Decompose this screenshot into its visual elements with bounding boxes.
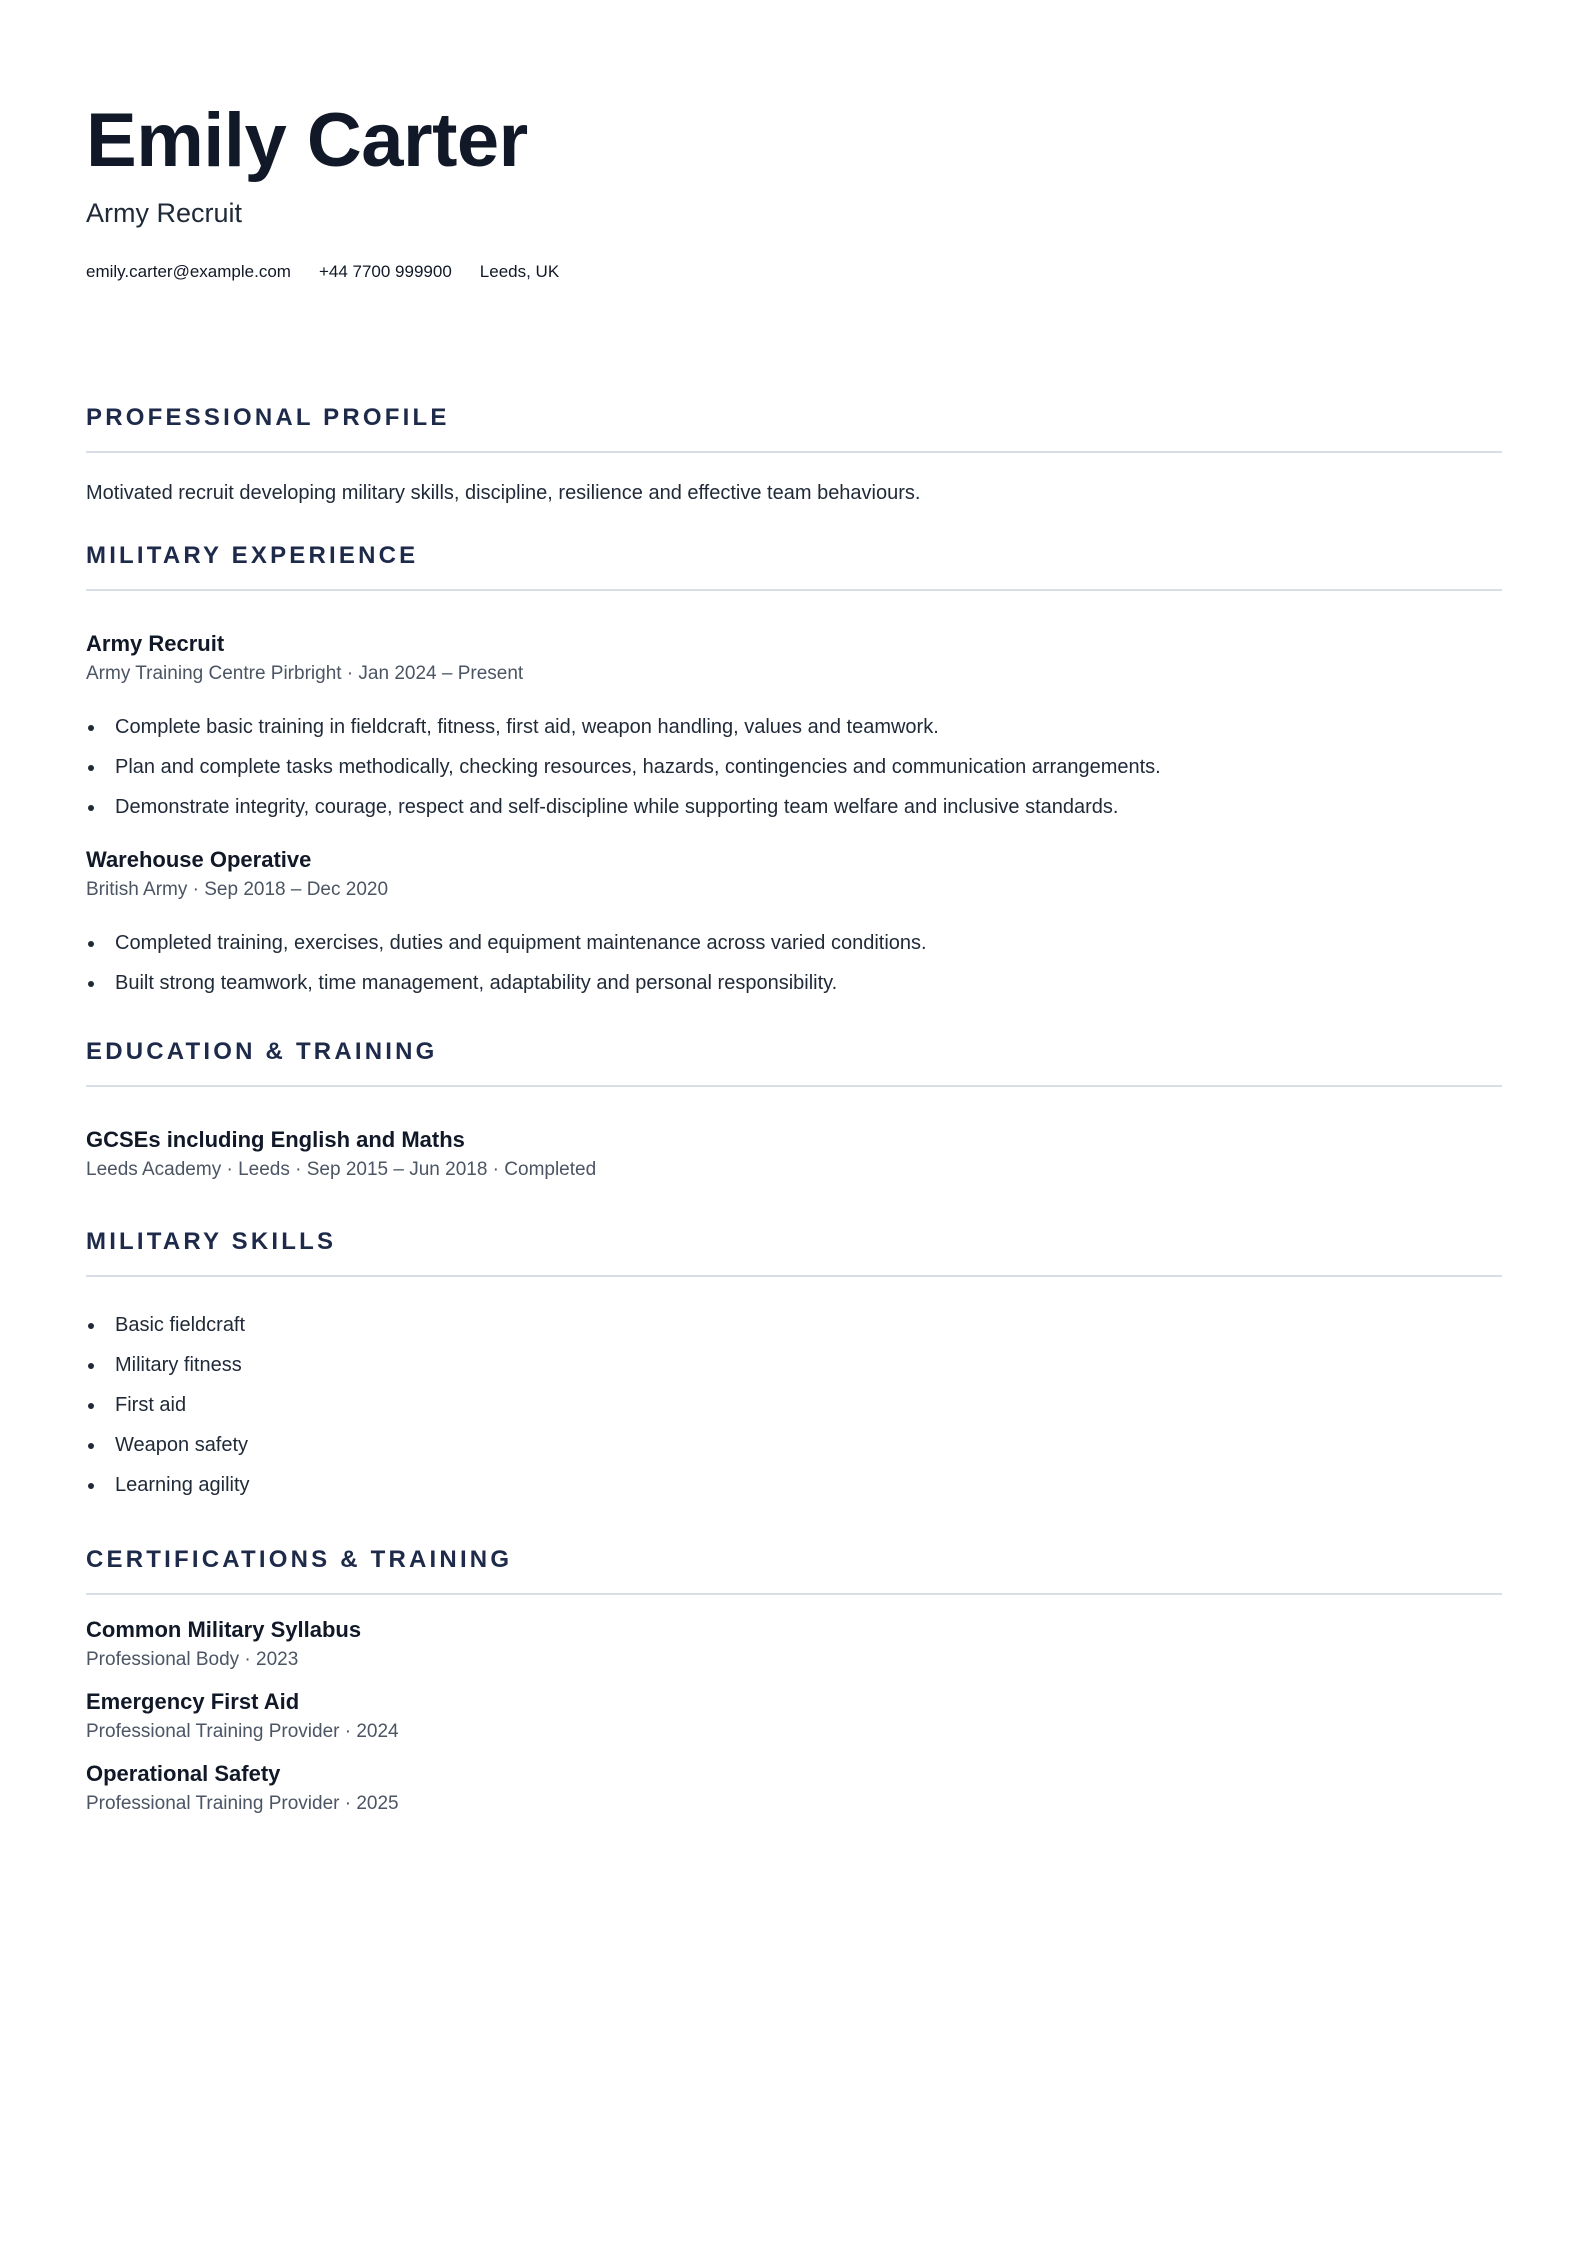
certification-meta: Professional Training Provider · 2024 — [86, 1721, 399, 1742]
experience-entry — [86, 845, 1502, 1003]
list-item: Plan and complete tasks methodically, checking resources, hazards, contingencies and communication arrangements. — [86, 747, 1502, 787]
experience-entry — [86, 629, 1502, 827]
skills-list — [86, 1305, 1502, 1505]
education-heading: EDUCATION & TRAINING — [86, 1037, 1502, 1087]
candidate-headline: Army Recruit — [86, 198, 243, 228]
list-item: Military fitness — [86, 1345, 1502, 1385]
list-item: Demonstrate integrity, courage, respect and self-discipline while supporting team welfare and inclusive standards. — [86, 787, 1502, 827]
resume-header — [86, 95, 1502, 283]
contact-line — [86, 261, 1502, 283]
education-entry — [86, 1125, 1502, 1183]
list-item: Completed training, exercises, duties and equipment maintenance across varied conditions. — [86, 923, 1502, 963]
experience-section — [86, 541, 1502, 1003]
skills-heading: MILITARY SKILLS — [86, 1227, 1502, 1277]
certification-entry — [86, 1687, 1502, 1745]
profile-section — [86, 403, 1502, 507]
certification-entry — [86, 1759, 1502, 1817]
education-section — [86, 1037, 1502, 1183]
contact-location: Leeds, UK — [479, 262, 560, 281]
education-meta: Leeds Academy · Leeds · Sep 2015 – Jun 2018 · Completed — [86, 1159, 597, 1180]
list-item: First aid — [86, 1385, 1502, 1425]
experience-role: Army Recruit — [86, 631, 225, 656]
certification-name: Common Military Syllabus — [86, 1617, 362, 1642]
certification-name: Operational Safety — [86, 1761, 281, 1786]
certification-entry — [86, 1615, 1502, 1673]
certification-meta: Professional Body · 2023 — [86, 1649, 299, 1670]
experience-bullets — [86, 923, 1502, 1003]
certifications-heading: CERTIFICATIONS & TRAINING — [86, 1545, 1502, 1595]
list-item: Built strong teamwork, time management, adaptability and personal responsibility. — [86, 963, 1502, 1003]
list-item: Basic fieldcraft — [86, 1305, 1502, 1345]
list-item: Learning agility — [86, 1465, 1502, 1505]
profile-summary: Motivated recruit developing military skills, discipline, resilience and effective team behaviours. — [86, 482, 921, 504]
profile-heading: PROFESSIONAL PROFILE — [86, 403, 1502, 453]
certification-name: Emergency First Aid — [86, 1689, 300, 1714]
certifications-section — [86, 1545, 1502, 1817]
list-item: Complete basic training in fieldcraft, fitness, first aid, weapon handling, values and teamwork. — [86, 707, 1502, 747]
education-qualification: GCSEs including English and Maths — [86, 1127, 465, 1152]
contact-phone[interactable]: +44 7700 999900 — [318, 262, 452, 281]
candidate-name: Emily Carter — [86, 98, 528, 183]
certification-meta: Professional Training Provider · 2025 — [86, 1793, 399, 1814]
experience-meta: British Army · Sep 2018 – Dec 2020 — [86, 879, 389, 900]
experience-bullets — [86, 707, 1502, 827]
skills-section — [86, 1227, 1502, 1505]
experience-meta: Army Training Centre Pirbright · Jan 2024 – Present — [86, 663, 524, 684]
experience-heading: MILITARY EXPERIENCE — [86, 541, 1502, 591]
experience-role: Warehouse Operative — [86, 847, 312, 872]
contact-email[interactable]: emily.carter@example.com — [86, 262, 291, 281]
list-item: Weapon safety — [86, 1425, 1502, 1465]
